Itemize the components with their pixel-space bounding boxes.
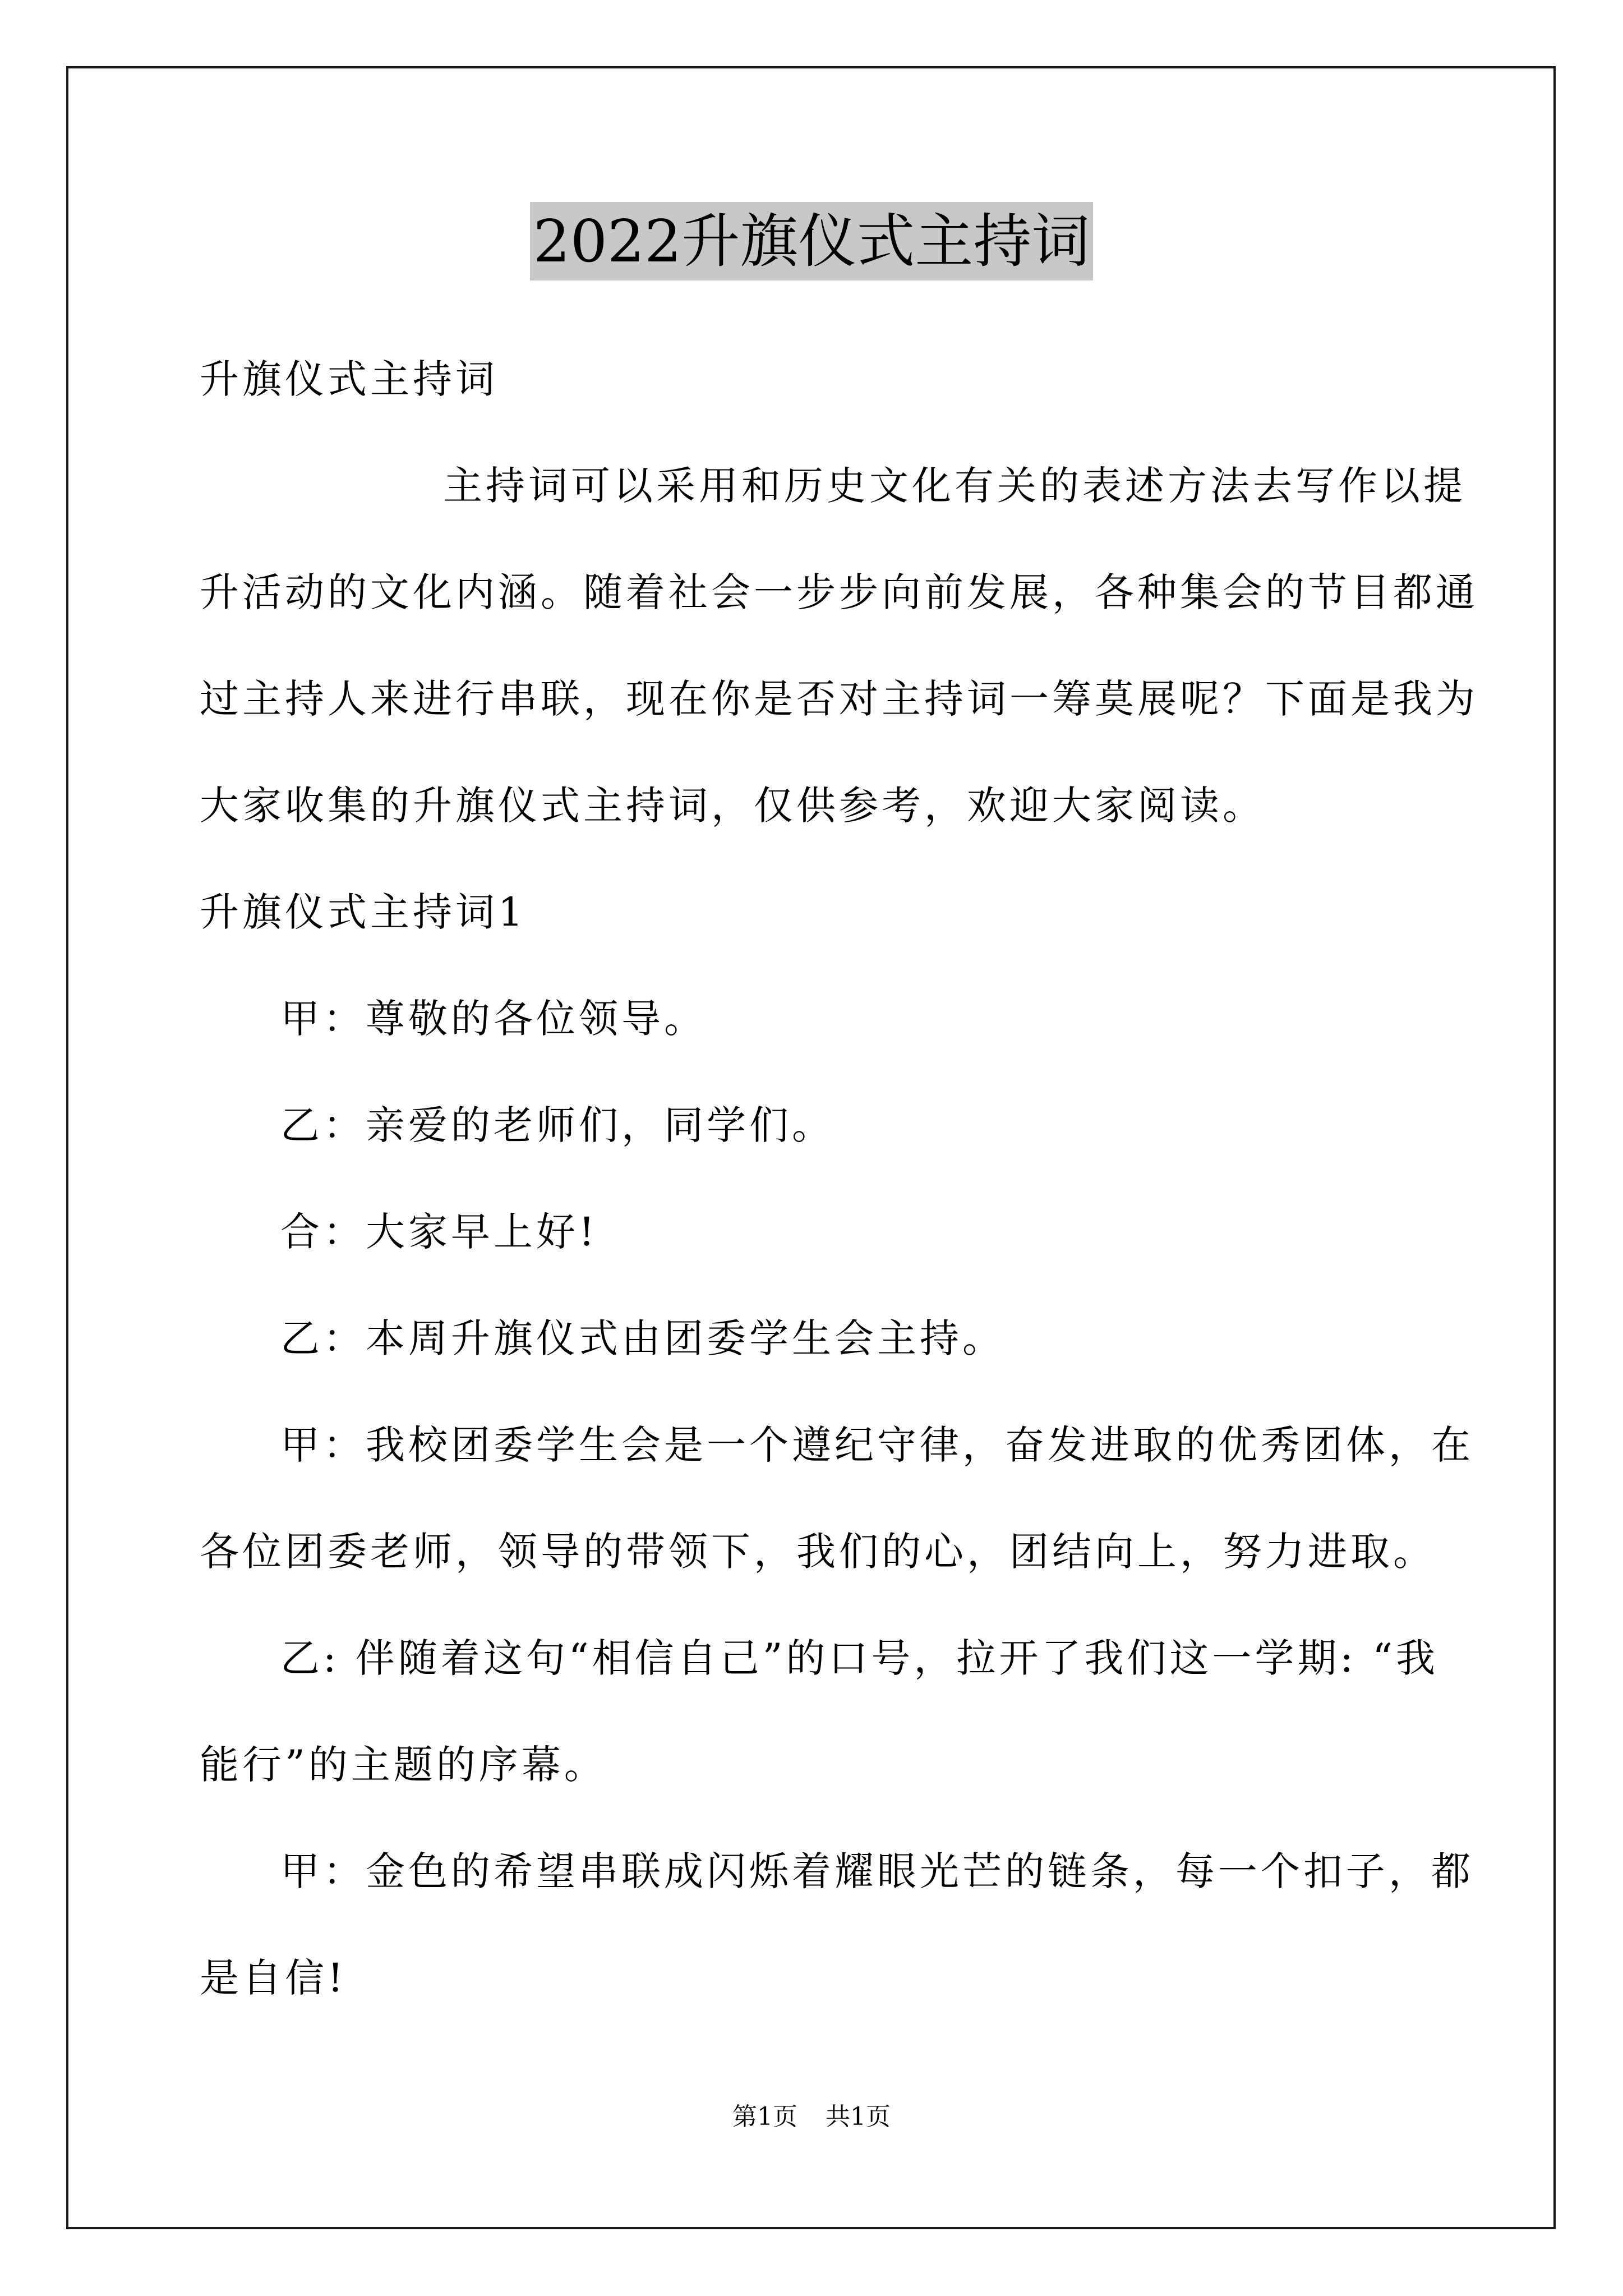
section-heading: 升旗仪式主持词 <box>200 356 498 402</box>
document-title <box>0 202 1623 280</box>
dialogue-line: 各位团委老师，领导的带领下，我们的心，团结向上，努力进取。 <box>200 1529 1436 1575</box>
dialogue-line: 合：大家早上好! <box>280 1209 598 1255</box>
paragraph-line: 大家收集的升旗仪式主持词，仅供参考，欢迎大家阅读。 <box>200 783 1265 829</box>
paragraph-line: 主持词可以采用和历史文化有关的表述方法去写作以提 <box>443 463 1466 509</box>
dialogue-line: 能行”的主题的序幕。 <box>200 1742 607 1788</box>
page-total: 共1页 <box>826 2102 891 2131</box>
paragraph-line: 过主持人来进行串联，现在你是否对主持词一筹莫展呢？下面是我为 <box>200 676 1478 722</box>
dialogue-line: 甲：尊敬的各位领导。 <box>280 996 707 1042</box>
dialogue-line: 是自信! <box>200 1955 347 2001</box>
dialogue-line: 乙：亲爱的老师们，同学们。 <box>280 1102 834 1148</box>
title-text: 2022升旗仪式主持词 <box>530 202 1094 280</box>
page-number: 第1页 <box>732 2102 797 2131</box>
paragraph-line: 升活动的文化内涵。随着社会一步步向前发展，各种集会的节目都通 <box>200 569 1478 615</box>
dialogue-line: 甲：我校团委学生会是一个遵纪守律，奋发进取的优秀团体，在 <box>280 1422 1474 1468</box>
dialogue-line: 乙: 伴随着这句“相信自己”的口号，拉开了我们这一学期: “我 <box>280 1635 1439 1681</box>
page-footer <box>0 2100 1623 2134</box>
dialogue-line: 乙：本周升旗仪式由团委学生会主持。 <box>280 1315 1005 1361</box>
dialogue-line: 甲：金色的希望串联成闪烁着耀眼光芒的链条，每一个扣子，都 <box>280 1848 1474 1894</box>
section-heading: 升旗仪式主持词1 <box>200 889 527 935</box>
